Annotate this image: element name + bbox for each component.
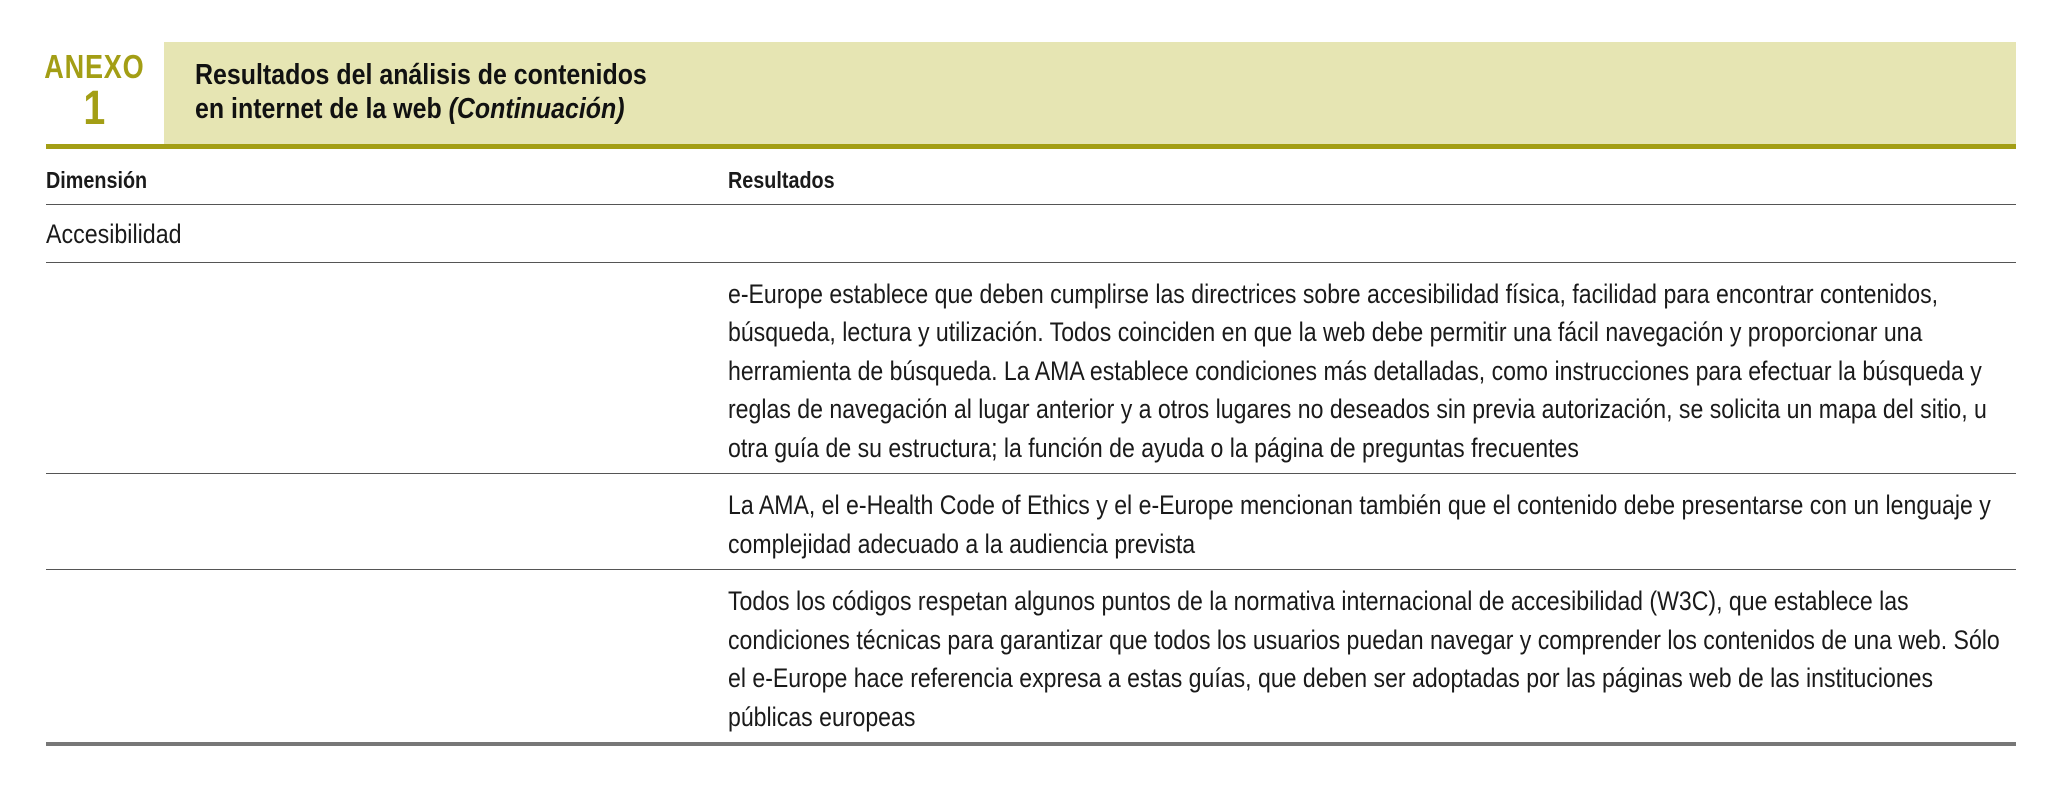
annex-title-line-1: Resultados del análisis de contenidos (195, 59, 647, 91)
table-header-row (46, 149, 2016, 204)
result-text: e-Europe establece que deben cumplirse las directrices sobre accesibilidad física, facilidad para encontrar contenidos, búsqueda, lectura y utilización. Todos coinciden en que la web debe permitir una fácil navegación y proporcionar una herramienta de búsqueda. La AMA establece condiciones más detalladas, como instrucciones para efectuar la búsqueda y reglas de navegación al lugar anterior y a otros lugares no deseados sin previa autorización, se solicita un mapa del sitio, u otra guía de su estructura; la función de ayuda o la página de preguntas frecuentes (728, 278, 1987, 463)
table-row (46, 570, 2016, 745)
results-table (46, 149, 2016, 746)
header-results (728, 149, 2016, 204)
result-cell (728, 474, 2016, 570)
dimension-cell (46, 204, 728, 262)
empty-dimension-cell (46, 262, 728, 474)
empty-dimension-cell (46, 474, 728, 570)
annex-title-line-2-text: en internet de la web (195, 93, 442, 125)
annex-number: 1 (83, 82, 106, 135)
annex-label (46, 42, 143, 144)
header-results-label: Resultados (728, 167, 835, 193)
annex-title-line-2 (195, 92, 1761, 126)
annex-page (46, 42, 2016, 746)
table-row (46, 262, 2016, 474)
empty-dimension-cell (46, 570, 728, 745)
dimension-label: Accesibilidad (46, 218, 182, 249)
annex-title-continuation: (Continuación) (448, 93, 625, 125)
result-cell (728, 262, 2016, 474)
header-dimension-label: Dimensión (46, 167, 148, 193)
dimension-empty-cell (728, 204, 2016, 262)
annex-title (195, 58, 1761, 126)
result-text: La AMA, el e-Health Code of Ethics y el e-Europe mencionan también que el contenido debe presentarse con un lenguaje y complejidad adecuado a la audiencia prevista (728, 490, 1991, 559)
table-row (46, 474, 2016, 570)
annex-header (46, 42, 2016, 149)
annex-title-band (164, 42, 2016, 144)
annex-word: ANEXO (44, 48, 145, 85)
header-dimension (46, 149, 728, 204)
dimension-row (46, 204, 2016, 262)
result-text: Todos los códigos respetan algunos puntos de la normativa internacional de accesibilidad (W3C), que establece las condiciones técnicas para garantizar que todos los usuarios puedan navegar y comprender los contenidos de una web. Sólo el e-Europe hace referencia expresa a estas guías, que deben ser adoptadas por las páginas web de las instituciones públicas europeas (728, 586, 2000, 732)
result-cell (728, 570, 2016, 745)
